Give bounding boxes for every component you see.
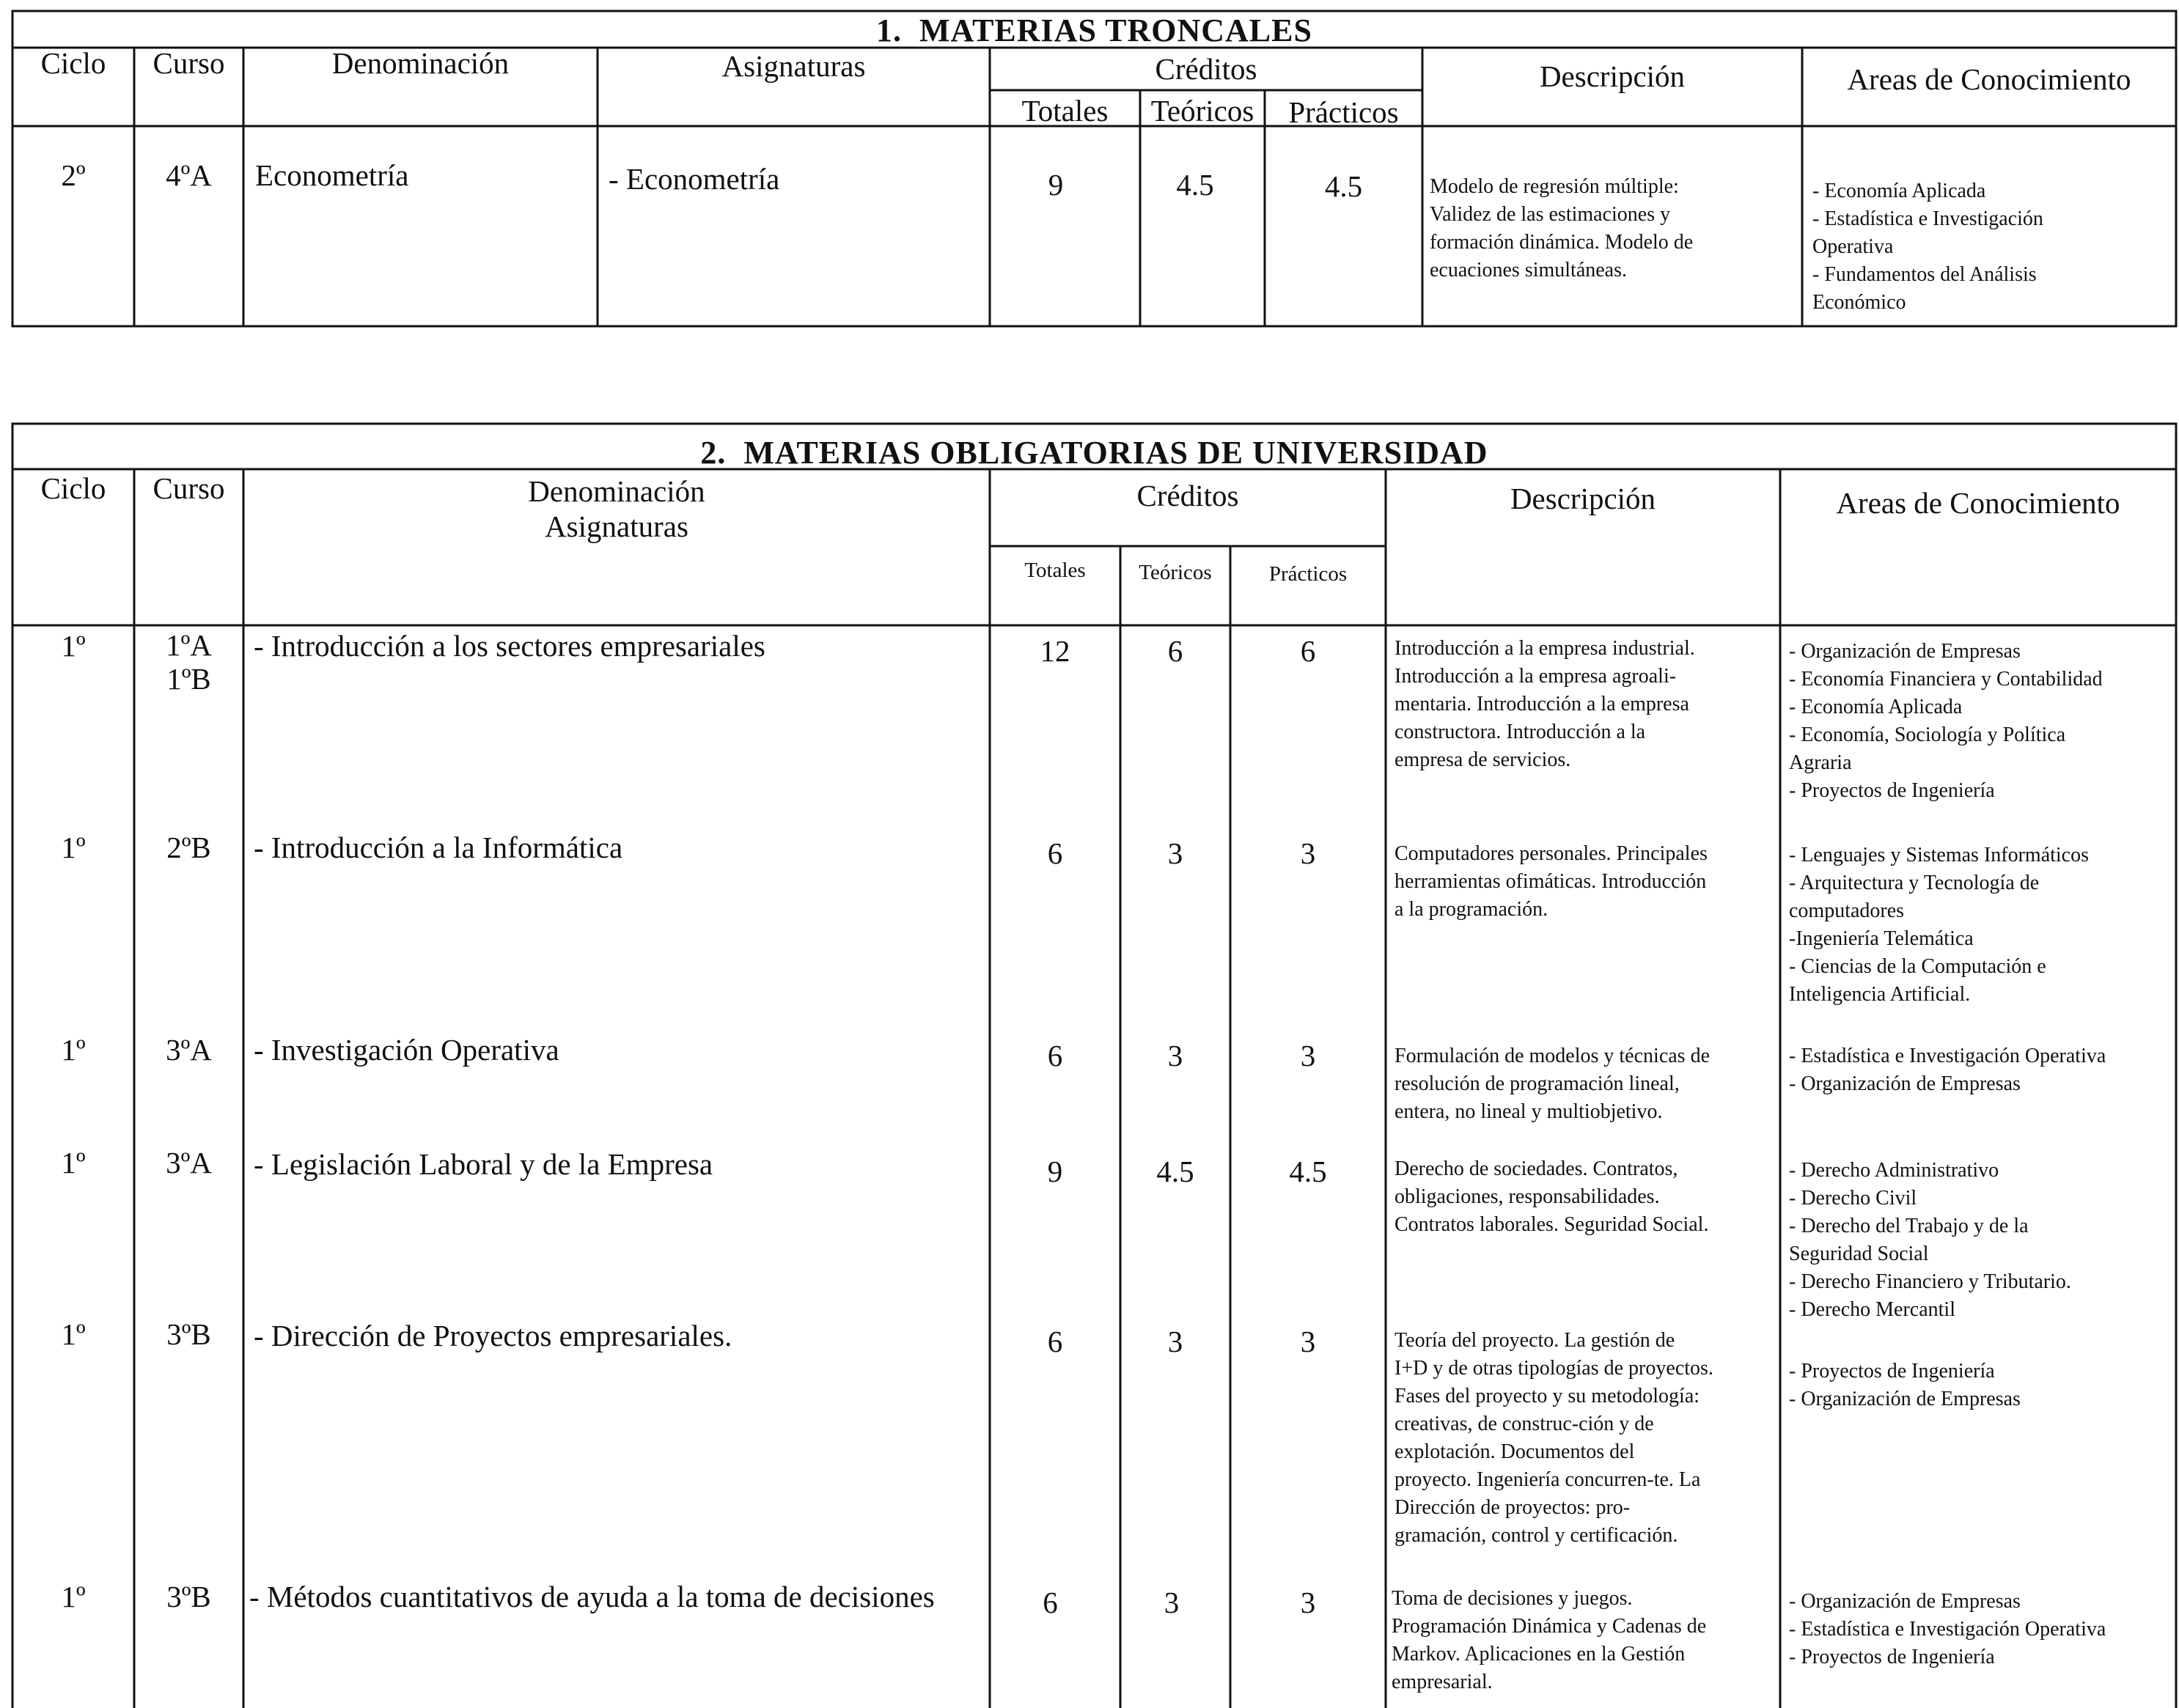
cell-asignatura: - Legislación Laboral y de la Empresa [254, 1147, 713, 1181]
cell-descripcion: Teoría del proyecto. La gestión de I+D y de otras tipologías de proyectos. Fases del proyecto y su metodología: creativas, de construc-ción y de explotación. Documentos del proyecto. Ingeniería concurren-te. La Dirección de proyectos: pro- gramación, control y certificación. [1395, 1329, 1713, 1547]
cell-descripcion: Introducción a la empresa industrial. Introducción a la empresa agroali- mentaria. Introducción a la empresa constructora. Introducción a la empresa de servicios. [1395, 637, 1695, 771]
header-curso: Curso [153, 471, 225, 505]
header-teoricos: Teóricos [1150, 94, 1254, 128]
cell-curso: 4ºA [166, 158, 212, 192]
cell-areas: - Estadística e Investigación Operativa - Organización de Empresas [1789, 1045, 2106, 1095]
cell-descripcion: Computadores personales. Principales herramientas ofimáticas. Introducción a la programación. [1395, 842, 1708, 921]
cell-asignatura: - Métodos cuantitativos de ayuda a la toma de decisiones [249, 1580, 935, 1613]
header-areas: Areas de Conocimiento [1847, 62, 2131, 96]
cell-teoricos: 3 [1167, 1039, 1183, 1072]
header-creditos: Créditos [1136, 479, 1239, 512]
cell-teoricos: 4.5 [1156, 1155, 1194, 1188]
cell-asignatura: - Introducción a la Informática [254, 831, 623, 864]
cell-areas: - Organización de Empresas - Economía Financiera y Contabilidad - Economía Aplicada - Economía, Sociología y Política Agraria - Proyectos de Ingeniería [1789, 640, 2103, 802]
header-ciclo: Ciclo [40, 46, 106, 80]
cell-practicos: 3 [1300, 1039, 1316, 1072]
obligatorias-title: 2. MATERIAS OBLIGATORIAS DE UNIVERSIDAD [700, 435, 1488, 471]
header-practicos: Prácticos [1288, 95, 1399, 129]
cell-curso: 1ºA 1ºB [166, 628, 212, 696]
cell-teoricos: 6 [1167, 634, 1183, 668]
header-totales: Totales [1021, 94, 1109, 128]
cell-practicos: 3 [1300, 1586, 1316, 1619]
cell-totales: 6 [1047, 836, 1063, 870]
cell-descripcion: Formulación de modelos y técnicas de resolución de programación lineal, entera, no lineal y multiobjetivo. [1395, 1045, 1710, 1123]
cell-practicos: 3 [1300, 1325, 1316, 1358]
cell-curso: 3ºB [166, 1580, 211, 1613]
header-asignaturas: Asignaturas [721, 49, 866, 83]
cell-totales: 6 [1047, 1039, 1063, 1072]
cell-practicos: 4.5 [1324, 169, 1363, 203]
cell-totales: 12 [1040, 634, 1070, 668]
header-asignaturas: Asignaturas [545, 509, 688, 543]
cell-areas: - Lenguajes y Sistemas Informáticos - Arquitectura y Tecnología de computadores -Ingeniería Telemática - Ciencias de la Computación e Inteligencia Artificial. [1789, 844, 2090, 1006]
cell-areas: - Organización de Empresas - Estadística e Investigación Operativa - Proyectos de Ingeniería [1789, 1590, 2106, 1668]
cell-ciclo: 1º [61, 629, 86, 663]
cell-teoricos: 3 [1167, 1325, 1183, 1358]
cell-practicos: 4.5 [1289, 1155, 1327, 1188]
cell-ciclo: 1º [61, 1317, 86, 1351]
header-descripcion: Descripción [1510, 482, 1656, 515]
troncales-title: 1. MATERIAS TRONCALES [876, 12, 1312, 48]
cell-teoricos: 3 [1167, 836, 1183, 870]
cell-areas: - Derecho Administrativo - Derecho Civil - Derecho del Trabajo y de la Seguridad Social - Derecho Financiero y Tributario. - Derecho Mercantil [1789, 1159, 2071, 1321]
cell-curso: 3ºA [166, 1033, 212, 1067]
cell-ciclo: 1º [61, 1580, 86, 1613]
cell-asignatura: - Dirección de Proyectos empresariales. [254, 1319, 732, 1352]
cell-ciclo: 1º [61, 1146, 86, 1179]
cell-practicos: 3 [1300, 836, 1316, 870]
cell-descripcion: Toma de decisiones y juegos. Programación Dinámica y Cadenas de Markov. Aplicaciones en la Gestión empresarial. [1392, 1587, 1707, 1693]
header-areas: Areas de Conocimiento [1836, 486, 2120, 520]
cell-asignatura: - Investigación Operativa [254, 1033, 559, 1067]
cell-areas: - Proyectos de Ingeniería - Organización de Empresas [1789, 1360, 2021, 1410]
cell-ciclo: 2º [61, 158, 86, 192]
cell-asignaturas: - Econometría [609, 162, 780, 196]
cell-totales: 9 [1048, 168, 1064, 202]
cell-curso: 3ºB [166, 1317, 211, 1351]
cell-totales: 6 [1043, 1586, 1058, 1619]
cell-descripcion: Modelo de regresión múltiple: Validez de las estimaciones y formación dinámica. Modelo de ecuaciones simultáneas. [1430, 175, 1694, 281]
cell-curso: 3ºA [166, 1146, 212, 1179]
header-creditos: Créditos [1155, 52, 1257, 86]
cell-totales: 6 [1047, 1325, 1063, 1358]
cell-curso: 2ºB [166, 831, 211, 864]
cell-practicos: 6 [1300, 634, 1316, 668]
cell-ciclo: 1º [61, 831, 86, 864]
header-denominacion: Denominación [331, 46, 510, 80]
cell-totales: 9 [1047, 1155, 1063, 1188]
cell-teoricos: 4.5 [1176, 168, 1214, 202]
header-curso: Curso [153, 46, 225, 80]
cell-teoricos: 3 [1164, 1586, 1180, 1619]
header-teoricos: Teóricos [1139, 561, 1212, 584]
header-descripcion: Descripción [1539, 59, 1686, 93]
header-totales: Totales [1024, 559, 1086, 582]
header-denominacion: Denominación [528, 474, 705, 508]
cell-areas: - Economía Aplicada - Estadística e Investigación Operativa - Fundamentos del Análisis Económico [1812, 180, 2043, 314]
header-practicos: Prácticos [1268, 562, 1348, 586]
cell-denominacion: Econometría [255, 158, 409, 192]
cell-descripcion: Derecho de sociedades. Contratos, obligaciones, responsabilidades. Contratos laborales. Seguridad Social. [1395, 1157, 1709, 1236]
cell-ciclo: 1º [61, 1033, 86, 1067]
header-ciclo: Ciclo [40, 471, 106, 505]
cell-asignatura: - Introducción a los sectores empresariales [254, 629, 765, 663]
